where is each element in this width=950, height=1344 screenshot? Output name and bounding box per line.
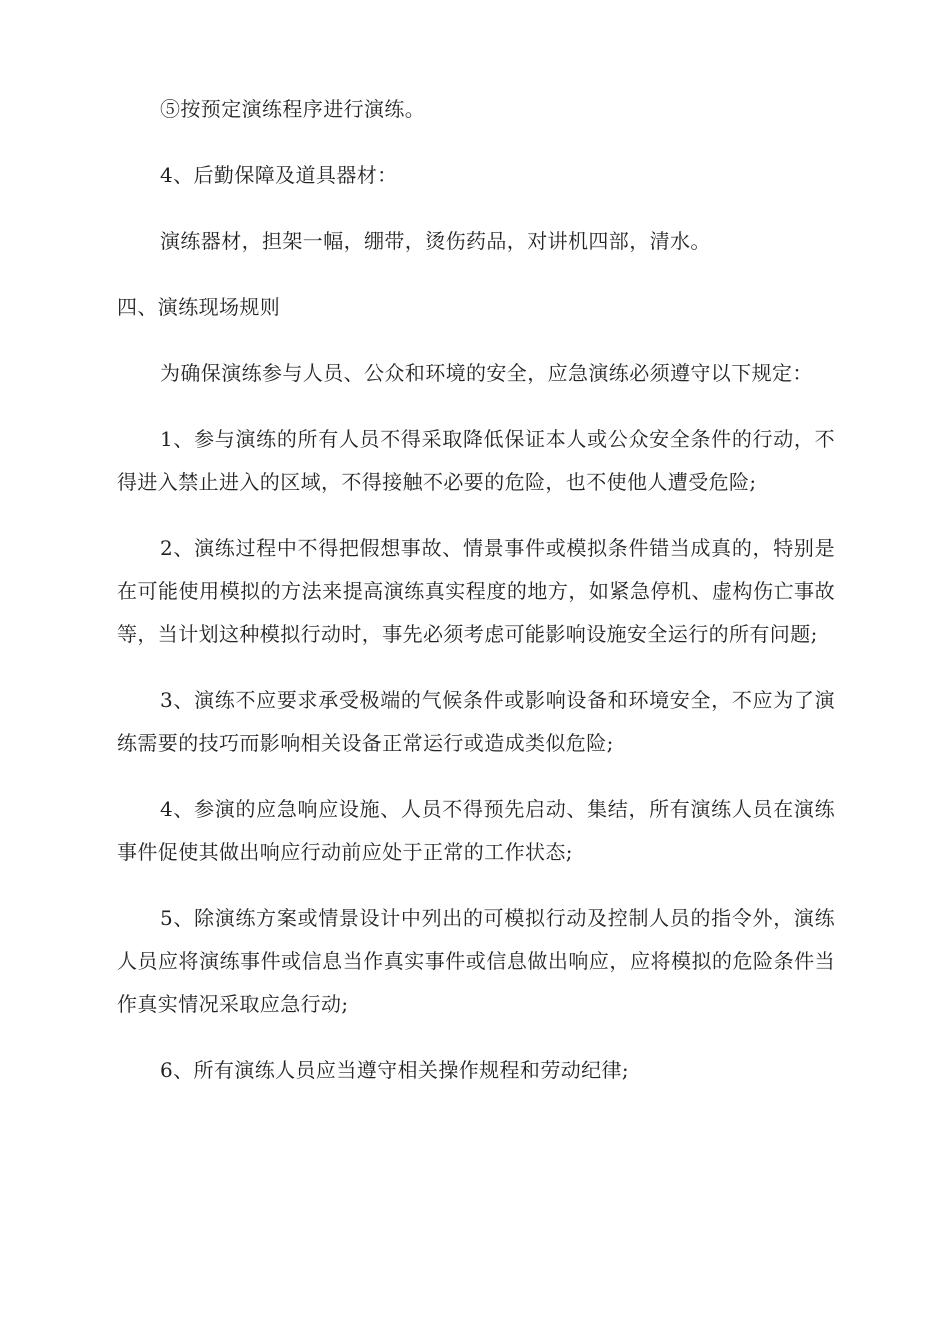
paragraph-rule-6: 6、所有演练人员应当遵守相关操作规程和劳动纪律; <box>160 1058 630 1082</box>
document-body <box>117 88 835 1115</box>
paragraph-rules-intro: 为确保演练参与人员、公众和环境的安全，应急演练必须遵守以下规定： <box>160 361 813 385</box>
paragraph-rule-3: 3、演练不应要求承受极端的气候条件或影响设备和环境安全，不应为了演练需要的技巧而影响相关设备正常运行或造成类似危险; <box>117 688 835 755</box>
paragraph-rule-5: 5、除演练方案或情景设计中列出的可模拟行动及控制人员的指令外，演练人员应将演练事件或信息当作真实事件或信息做出响应，应将模拟的危险条件当作真实情况采取应急行动; <box>117 906 835 1016</box>
paragraph-logistics-heading: 4、后勤保障及道具器材： <box>160 163 398 187</box>
paragraph-step-5: ⑤按预定演练程序进行演练。 <box>160 97 426 121</box>
paragraph-rule-4: 4、参演的应急响应设施、人员不得预先启动、集结，所有演练人员在演练事件促使其做出响应行动前应处于正常的工作状态; <box>117 797 835 864</box>
paragraph-rule-1: 1、参与演练的所有人员不得采取降低保证本人或公众安全条件的行动，不得进入禁止进入的区域，不得接触不必要的危险，也不使他人遭受危险; <box>117 427 835 494</box>
section-heading-site-rules: 四、演练现场规则 <box>117 295 281 319</box>
paragraph-rule-2: 2、演练过程中不得把假想事故、情景事件或模拟条件错当成真的，特别是在可能使用模拟的方法来提高演练真实程度的地方，如紧急停机、虚构伤亡事故等，当计划这种模拟行动时，事先必须考虑可能影响设施安全运行的所有问题; <box>117 536 835 646</box>
paragraph-equipment-list: 演练器材，担架一幅，绷带，烫伤药品，对讲机四部，清水。 <box>160 229 711 253</box>
